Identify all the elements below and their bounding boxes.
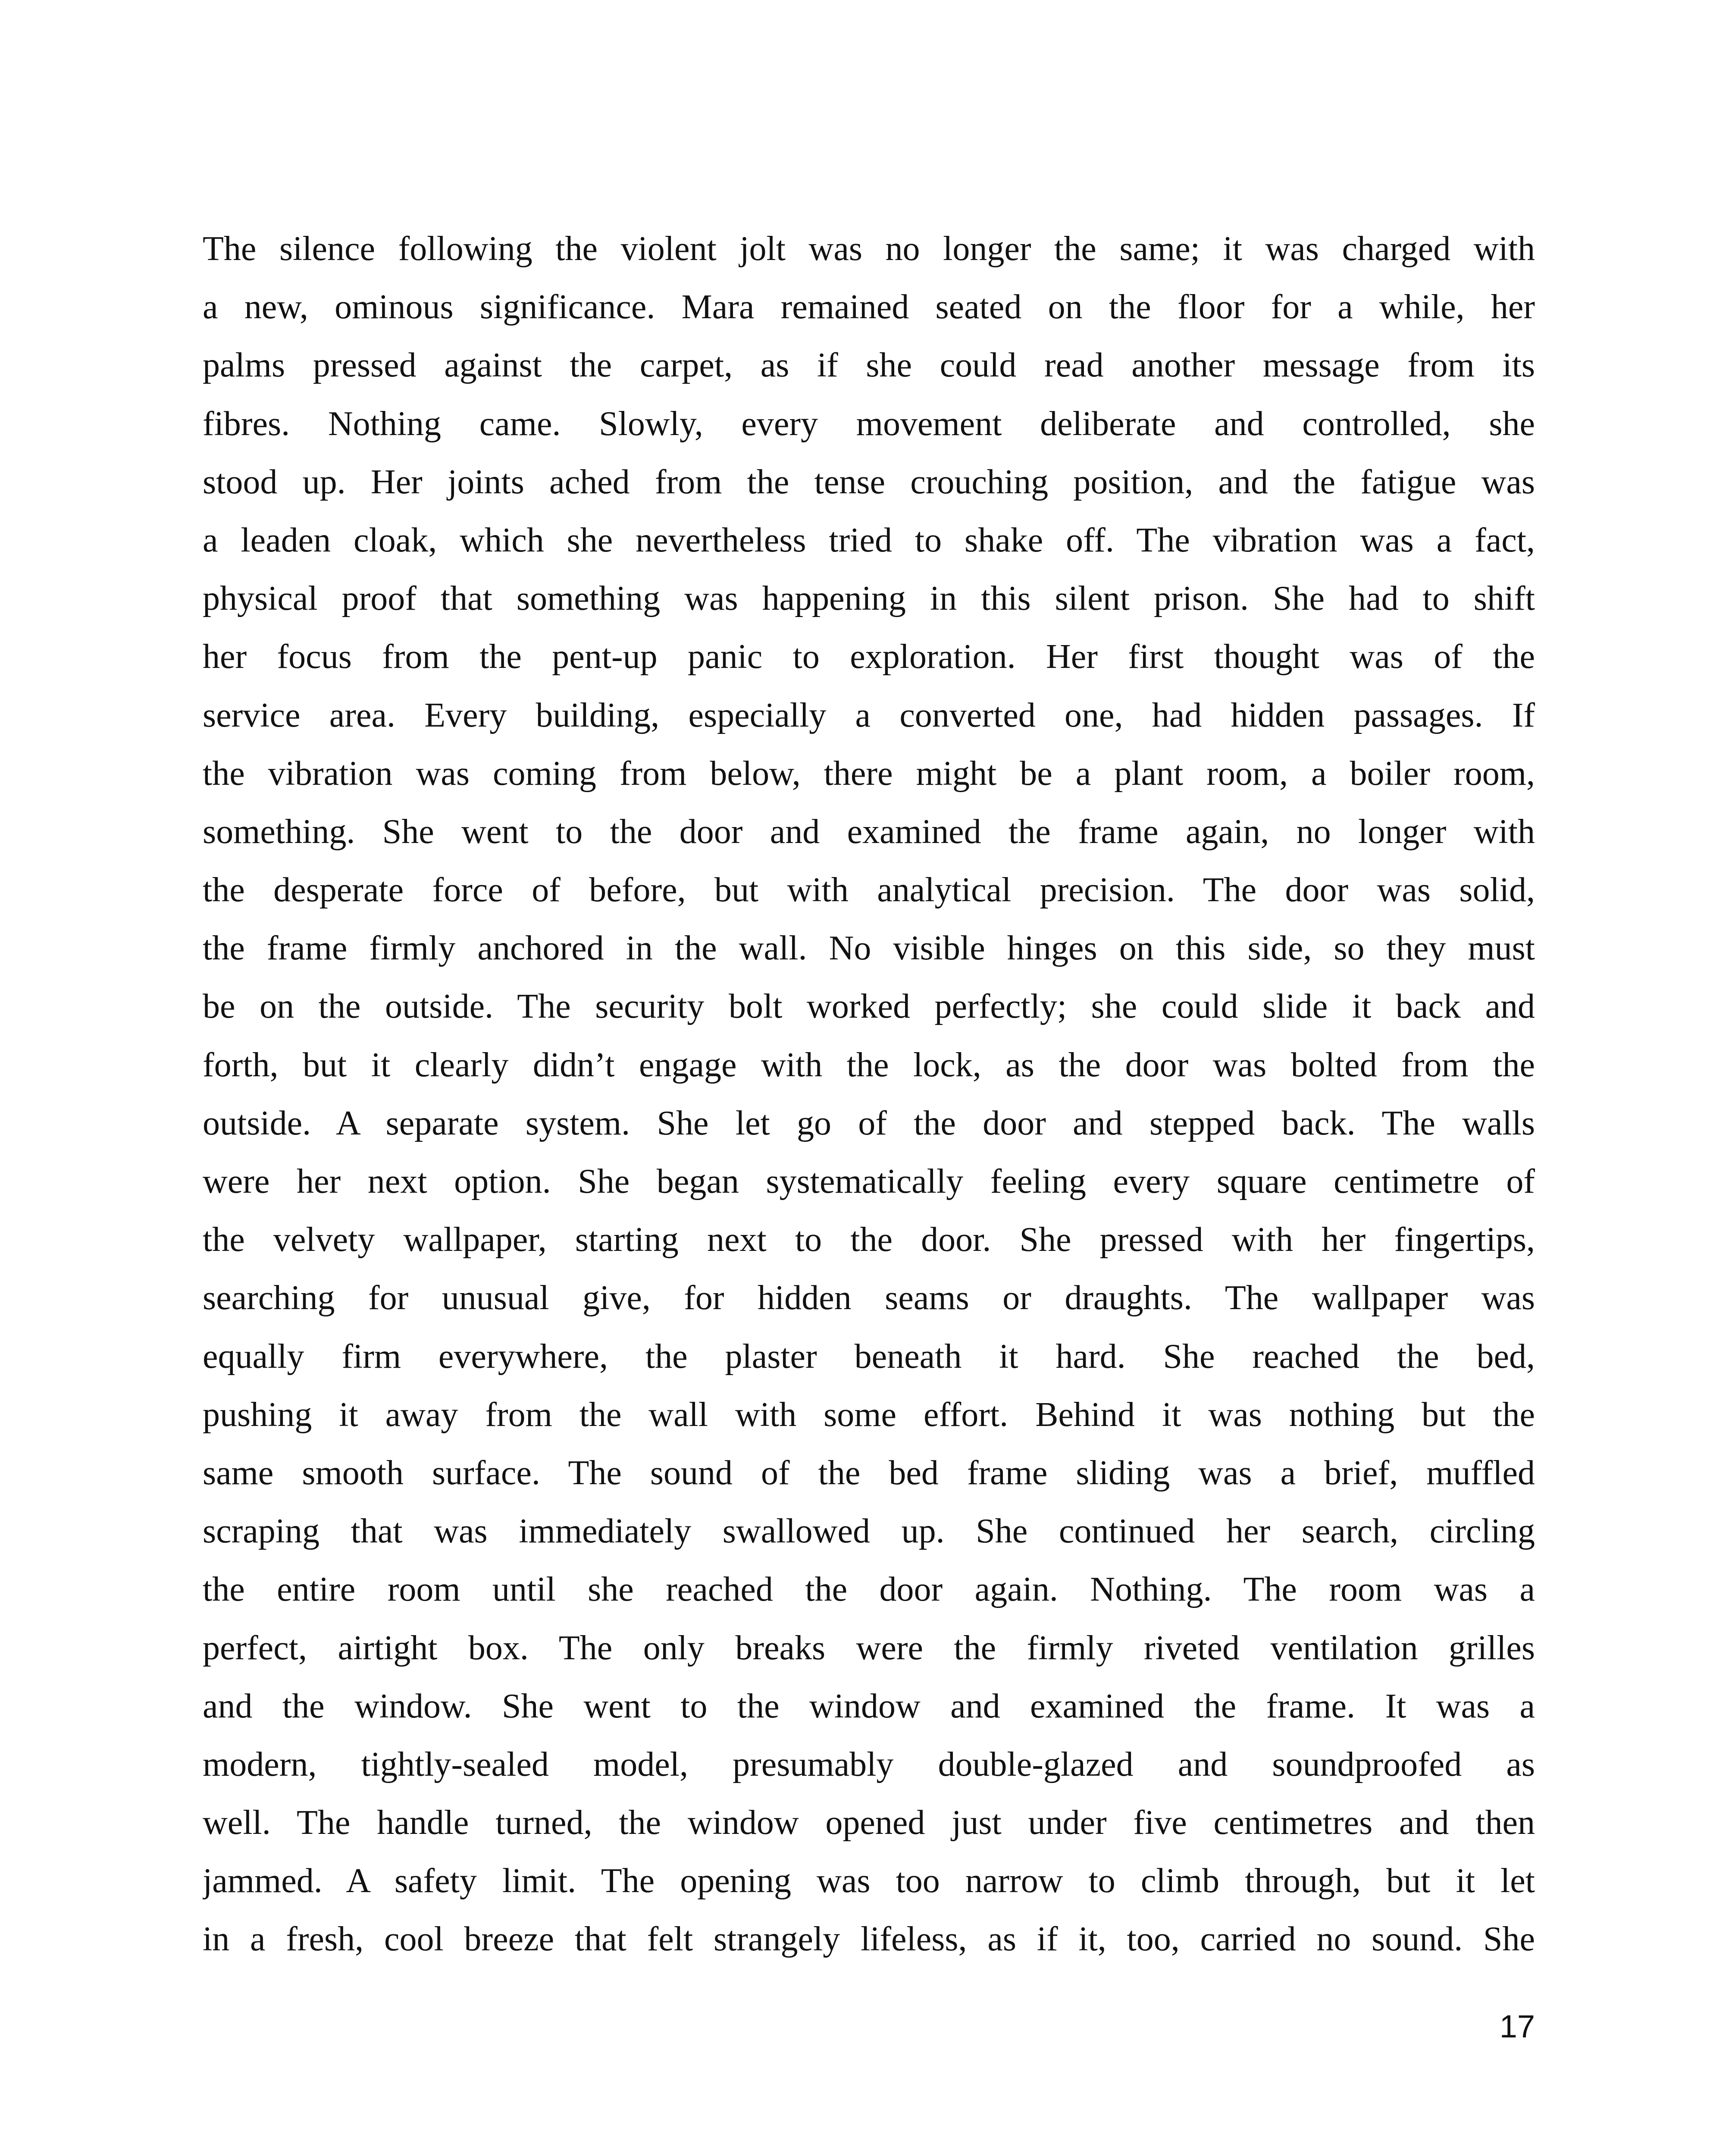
- text-line: and the window. She went to the window and examined the frame. It was a: [203, 1687, 1535, 1725]
- body-text: [203, 220, 1535, 1969]
- text-line: the desperate force of before, but with analytical precision. The door was solid,: [203, 871, 1535, 909]
- text-line: the velvety wallpaper, starting next to the door. She pressed with her fingertips,: [203, 1221, 1535, 1259]
- text-line: physical proof that something was happening in this silent prison. She had to shift: [203, 580, 1535, 618]
- text-line: her focus from the pent-up panic to exploration. Her first thought was of the: [203, 638, 1535, 676]
- text-line: the frame firmly anchored in the wall. No visible hinges on this side, so they must: [203, 929, 1535, 968]
- text-line: service area. Every building, especially a converted one, had hidden passages. If: [203, 696, 1535, 734]
- text-line: scraping that was immediately swallowed up. She continued her search, circling: [203, 1512, 1535, 1551]
- text-line: same smooth surface. The sound of the bed frame sliding was a brief, muffled: [203, 1454, 1535, 1492]
- text-line: outside. A separate system. She let go of the door and stepped back. The walls: [203, 1104, 1535, 1142]
- text-line: in a fresh, cool breeze that felt strangely lifeless, as if it, too, carried no sound. She: [203, 1920, 1535, 1959]
- text-line: forth, but it clearly didn’t engage with the lock, as the door was bolted from the: [203, 1046, 1535, 1084]
- text-line: fibres. Nothing came. Slowly, every movement deliberate and controlled, she: [203, 404, 1535, 443]
- text-line: searching for unusual give, for hidden seams or draughts. The wallpaper was: [203, 1279, 1535, 1317]
- text-line: well. The handle turned, the window opened just under five centimetres and then: [203, 1804, 1535, 1842]
- text-line: The silence following the violent jolt was no longer the same; it was charged with: [203, 230, 1535, 268]
- text-line: were her next option. She began systematically feeling every square centimetre of: [203, 1163, 1535, 1200]
- text-line: a new, ominous significance. Mara remained seated on the floor for a while, her: [203, 288, 1535, 326]
- text-line: be on the outside. The security bolt worked perfectly; she could slide it back and: [203, 987, 1535, 1026]
- page-number: 17: [1499, 2009, 1535, 2044]
- text-line: jammed. A safety limit. The opening was too narrow to climb through, but it let: [203, 1862, 1535, 1900]
- text-line: equally firm everywhere, the plaster beneath it hard. She reached the bed,: [203, 1337, 1535, 1376]
- text-line: something. She went to the door and examined the frame again, no longer with: [203, 812, 1535, 851]
- text-line: the vibration was coming from below, there might be a plant room, a boiler room,: [203, 754, 1535, 793]
- text-line: pushing it away from the wall with some effort. Behind it was nothing but the: [203, 1395, 1535, 1434]
- text-line: stood up. Her joints ached from the tense crouching position, and the fatigue was: [203, 463, 1535, 501]
- text-line: a leaden cloak, which she nevertheless tried to shake off. The vibration was a fact,: [203, 521, 1535, 559]
- text-line: palms pressed against the carpet, as if she could read another message from its: [203, 346, 1535, 385]
- text-line: the entire room until she reached the door again. Nothing. The room was a: [203, 1570, 1535, 1609]
- text-line: perfect, airtight box. The only breaks were the firmly riveted ventilation grilles: [203, 1629, 1535, 1667]
- text-line: modern, tightly-sealed model, presumably double-glazed and soundproofed as: [203, 1745, 1535, 1783]
